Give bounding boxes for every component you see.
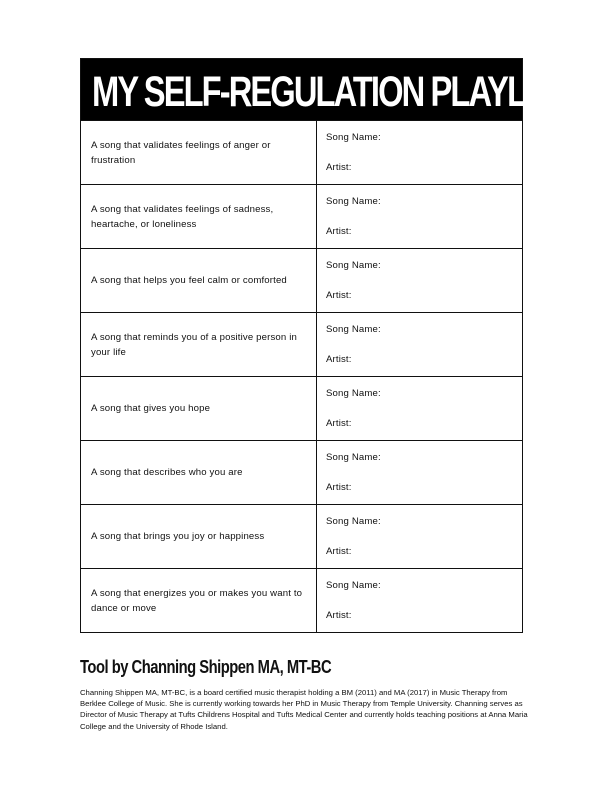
row-fields xyxy=(317,121,522,184)
playlist-row xyxy=(81,312,522,376)
song-name-label: Song Name: xyxy=(326,452,381,463)
song-name-label: Song Name: xyxy=(326,516,381,527)
row-prompt: A song that reminds you of a positive person in your life xyxy=(81,313,317,376)
playlist-row xyxy=(81,568,522,632)
title-banner xyxy=(81,59,571,120)
row-fields xyxy=(317,185,522,248)
song-name-label: Song Name: xyxy=(326,388,381,399)
row-fields xyxy=(317,377,522,440)
artist-label: Artist: xyxy=(326,226,352,237)
row-fields xyxy=(317,441,522,504)
row-prompt: A song that brings you joy or happiness xyxy=(81,505,317,568)
author-heading: Tool by Channing Shippen MA, MT-BC xyxy=(80,657,332,677)
row-prompt: A song that gives you hope xyxy=(81,377,317,440)
playlist-row xyxy=(81,440,522,504)
row-fields xyxy=(317,313,522,376)
row-prompt: A song that describes who you are xyxy=(81,441,317,504)
artist-label: Artist: xyxy=(326,162,352,173)
artist-label: Artist: xyxy=(326,610,352,621)
artist-label: Artist: xyxy=(326,546,352,557)
artist-label: Artist: xyxy=(326,290,352,301)
row-fields xyxy=(317,569,522,632)
row-fields xyxy=(317,505,522,568)
playlist-row xyxy=(81,120,522,184)
song-name-label: Song Name: xyxy=(326,196,381,207)
playlist-row xyxy=(81,504,522,568)
author-bio: Channing Shippen MA, MT-BC, is a board certified music therapist holding a BM (2011) and MA (2017) in Music Therapy from Berklee College of Music. She is currently working towards her PhD in Music Therapy from Temple University. Channing serves as Director of Music Therapy at Tufts Childrens Hospital and Tufts Medical Center and currently holds teaching positions at Anna Maria College and the University of Rhode Island. xyxy=(80,688,528,731)
row-prompt: A song that validates feelings of anger or frustration xyxy=(81,121,317,184)
row-prompt: A song that energizes you or makes you want to dance or move xyxy=(81,569,317,632)
song-name-label: Song Name: xyxy=(326,580,381,591)
song-name-label: Song Name: xyxy=(326,324,381,335)
playlist-row xyxy=(81,184,522,248)
playlist-row xyxy=(81,248,522,312)
artist-label: Artist: xyxy=(326,418,352,429)
row-fields xyxy=(317,249,522,312)
row-prompt: A song that validates feelings of sadness, heartache, or loneliness xyxy=(81,185,317,248)
artist-label: Artist: xyxy=(326,482,352,493)
playlist-worksheet xyxy=(80,58,571,633)
song-name-label: Song Name: xyxy=(326,132,381,143)
playlist-row xyxy=(81,376,522,440)
row-prompt: A song that helps you feel calm or comforted xyxy=(81,249,317,312)
artist-label: Artist: xyxy=(326,354,352,365)
song-name-label: Song Name: xyxy=(326,260,381,271)
page-title: MY SELF-REGULATION PLAYLIST xyxy=(92,68,571,116)
